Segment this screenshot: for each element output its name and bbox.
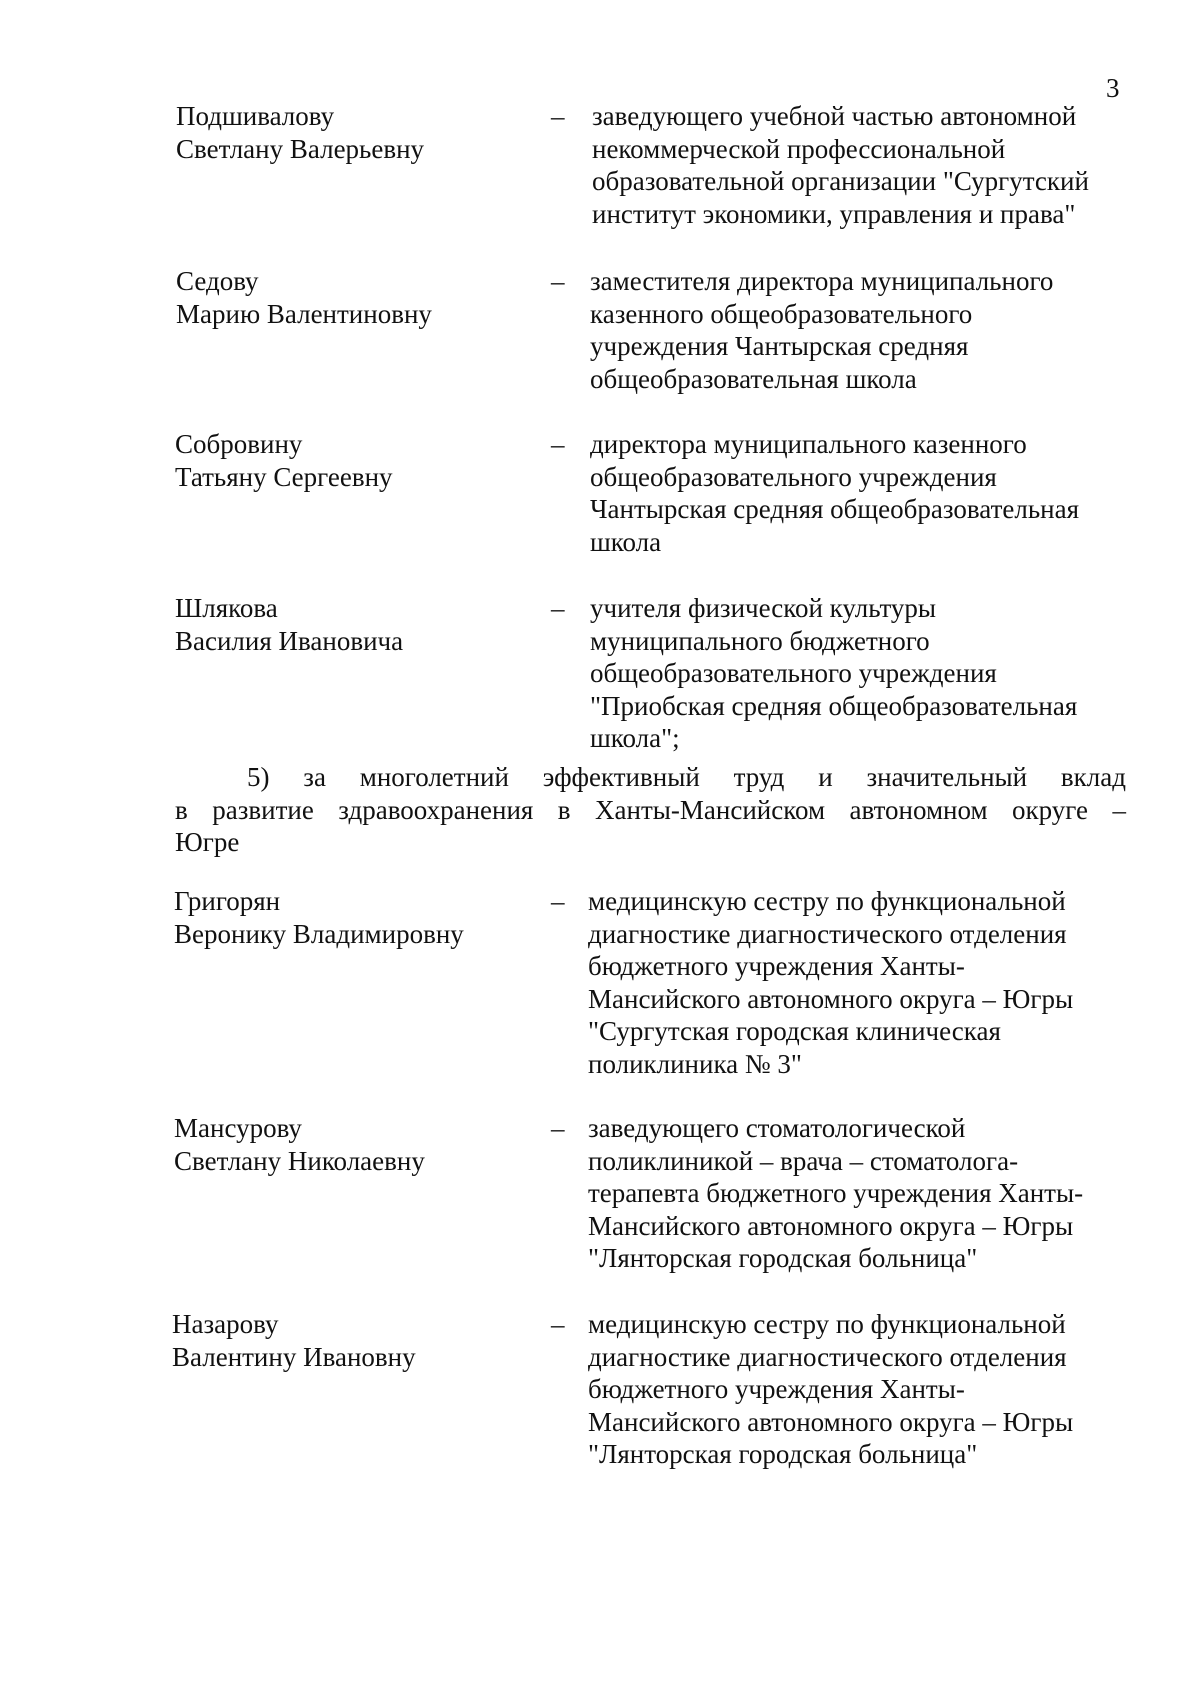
description-line: диагностике диагностического отделения (588, 1341, 1067, 1372)
name-line: Шлякова (175, 593, 278, 623)
description-line: поликлиника № 3" (588, 1048, 802, 1079)
description-line: Мансийского автономного округа – Югры (588, 1210, 1074, 1241)
description-line: заведующего учебной частью автономной (592, 101, 1077, 131)
name-line: Назарову (172, 1309, 279, 1339)
description-line: медицинскую сестру по функциональной (588, 886, 1066, 916)
person-name (172, 1308, 416, 1373)
position-description (590, 265, 1053, 395)
name-line: Василия Ивановича (175, 625, 404, 656)
position-description (590, 592, 1077, 755)
section-5-paragraph (175, 761, 1126, 859)
page-number: 3 (1106, 73, 1120, 103)
name-line: Подшивалову (176, 101, 335, 131)
description-line: Чантырская средняя общеобразовательная (590, 494, 1079, 524)
person-name (174, 1112, 425, 1177)
position-description (588, 1308, 1073, 1471)
description-line: казенного общеобразовательного (590, 298, 973, 329)
description-line: "Приобская средняя общеобразовательная (590, 690, 1078, 721)
section-line: в развитие здравоохранения в Ханты-Мансийском автономном округе – (175, 794, 1126, 825)
description-line: "Сургутская городская клиническая (588, 1016, 1001, 1046)
description-line: директора муниципального казенного (590, 429, 1027, 459)
description-line: школа (590, 526, 662, 557)
description-line: муниципального бюджетного (590, 625, 930, 656)
description-line: Мансийского автономного округа – Югры (588, 1406, 1074, 1437)
person-name (176, 265, 432, 330)
person-name (175, 592, 403, 657)
description-line: "Лянторская городская больница" (588, 1243, 978, 1273)
entry-dash: – (551, 101, 565, 131)
description-line: образовательной организации "Сургутский (592, 166, 1089, 196)
description-line: бюджетного учреждения Ханты- (588, 951, 965, 981)
name-line: Светлану Валерьевну (176, 133, 425, 164)
section-line: 5) за многолетний эффективный труд и значительный вклад (247, 762, 1126, 792)
entry-dash: – (551, 593, 565, 623)
description-line: общеобразовательного учреждения (590, 658, 997, 688)
name-line: Седову (176, 266, 259, 296)
name-line: Григорян (174, 886, 281, 916)
name-line: Татьяну Сергеевну (175, 461, 393, 492)
description-line: заведующего стоматологической (588, 1113, 966, 1143)
description-line: медицинскую сестру по функциональной (588, 1309, 1066, 1339)
entry-dash: – (551, 1309, 565, 1339)
position-description (588, 885, 1073, 1080)
description-line: терапевта бюджетного учреждения Ханты- (588, 1178, 1084, 1208)
description-line: диагностике диагностического отделения (588, 918, 1067, 949)
name-line: Валентину Ивановну (172, 1341, 416, 1372)
description-line: Мансийского автономного округа – Югры (588, 983, 1074, 1014)
description-line: "Лянторская городская больница" (588, 1439, 978, 1469)
name-line: Веронику Владимировну (174, 918, 464, 949)
position-description (590, 428, 1079, 558)
position-description (592, 100, 1089, 230)
description-line: поликлиникой – врача – стоматолога- (588, 1145, 1019, 1176)
description-line: учреждения Чантырская средняя (590, 331, 969, 361)
person-name (176, 100, 424, 165)
name-line: Мансурову (174, 1113, 302, 1143)
description-line: школа"; (590, 723, 680, 753)
description-line: бюджетного учреждения Ханты- (588, 1374, 965, 1404)
section-line: Югре (175, 827, 240, 857)
description-line: учителя физической культуры (590, 593, 937, 623)
entry-dash: – (551, 266, 565, 296)
position-description (588, 1112, 1083, 1275)
name-line: Светлану Николаевну (174, 1145, 425, 1176)
description-line: институт экономики, управления и права" (592, 198, 1076, 229)
description-line: заместителя директора муниципального (590, 266, 1054, 296)
entry-dash: – (551, 1113, 565, 1143)
person-name (174, 885, 464, 950)
description-line: общеобразовательная школа (590, 363, 917, 394)
description-line: некоммерческой профессиональной (592, 133, 1006, 164)
name-line: Марию Валентиновну (176, 298, 432, 329)
description-line: общеобразовательного учреждения (590, 461, 997, 492)
person-name (175, 428, 393, 493)
name-line: Собровину (175, 429, 303, 459)
entry-dash: – (551, 429, 565, 459)
entry-dash: – (551, 886, 565, 916)
